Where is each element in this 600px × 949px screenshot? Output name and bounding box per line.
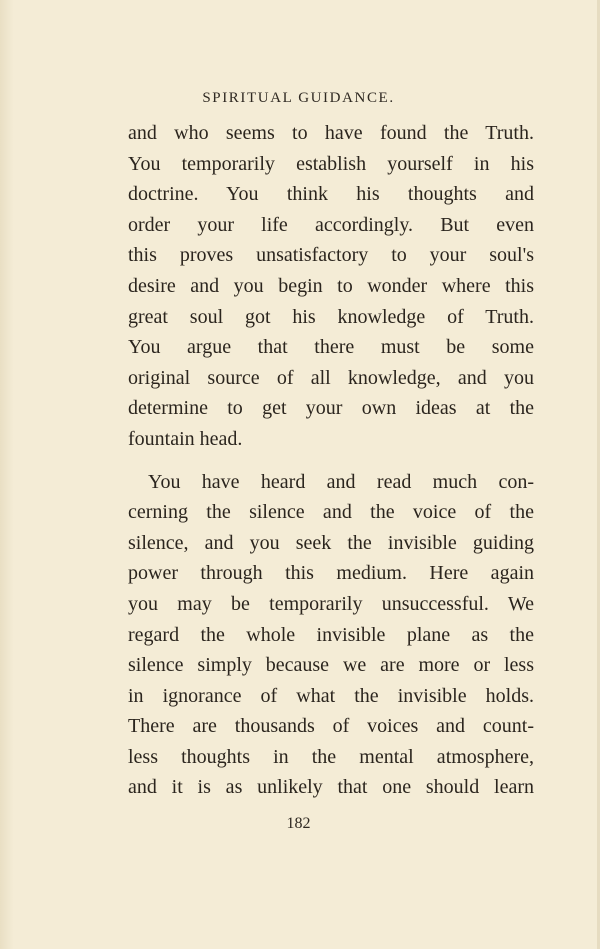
- text-line: cerning the silence and the voice of the: [128, 501, 534, 524]
- paragraph: [128, 467, 534, 804]
- page-number: 182: [286, 815, 311, 832]
- paragraph-gap: [128, 455, 534, 467]
- text-line: in ignorance of what the invisible holds.: [128, 684, 534, 707]
- text-line: desire and you begin to wonder where this: [128, 274, 534, 297]
- text-line: silence simply because we are more or less: [128, 654, 534, 677]
- body-text: [128, 118, 534, 803]
- text-line: You have heard and read much con-: [148, 470, 534, 493]
- text-line: You argue that there must be some: [128, 336, 534, 359]
- text-line: fountain head.: [128, 427, 243, 450]
- text-line: you may be temporarily unsuccessful. We: [128, 592, 534, 615]
- text-line: There are thousands of voices and count-: [128, 715, 534, 738]
- text-line: power through this medium. Here again: [128, 562, 534, 585]
- text-line: original source of all knowledge, and you: [128, 366, 534, 389]
- text-line: doctrine. You think his thoughts and: [128, 183, 534, 206]
- paragraph: [128, 118, 534, 455]
- text-line: You temporarily establish yourself in his: [128, 152, 534, 175]
- page-gutter-shadow: [0, 0, 14, 949]
- text-line: this proves unsatisfactory to your soul's: [128, 244, 534, 267]
- text-line: and it is as unlikely that one should learn: [128, 776, 534, 799]
- text-line: order your life accordingly. But even: [128, 213, 534, 236]
- text-line: determine to get your own ideas at the: [128, 397, 534, 420]
- text-line: and who seems to have found the Truth.: [128, 122, 534, 144]
- text-line: less thoughts in the mental atmosphere,: [128, 745, 534, 768]
- text-line: silence, and you seek the invisible guiding: [128, 531, 534, 554]
- running-head: SPIRITUAL GUIDANCE.: [202, 90, 395, 106]
- text-line: regard the whole invisible plane as the: [128, 623, 534, 646]
- text-line: great soul got his knowledge of Truth.: [128, 305, 534, 328]
